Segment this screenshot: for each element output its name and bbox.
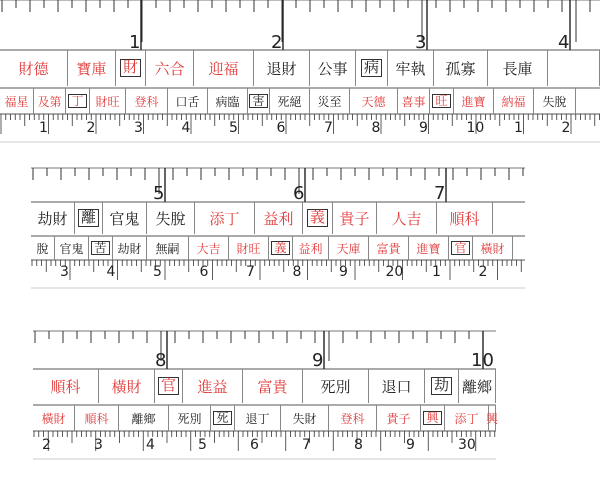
bottom-number: 6 [250, 437, 259, 453]
mid-cell-label: 福星 [4, 94, 29, 109]
mid-cell-label: 添丁 [454, 411, 479, 426]
top-cell-label: 人吉 [391, 209, 422, 228]
top-cell-label: 貴子 [339, 209, 370, 228]
mid-cell-label: 脫 [36, 241, 49, 256]
major-mark-label: 10 [471, 350, 494, 371]
mid-cell [169, 405, 211, 431]
bottom-number: 9 [339, 264, 348, 280]
top-cell-label: 退財 [266, 59, 297, 78]
top-cell [155, 369, 183, 403]
mid-cell-label: 官鬼 [59, 241, 84, 256]
top-cell-label: 六合 [154, 59, 185, 78]
ruler-strip-1 [0, 0, 600, 142]
mid-cell [147, 236, 189, 260]
mid-cell-label: 丁 [68, 94, 86, 109]
mid-cell-label: 財旺 [236, 241, 261, 256]
top-cell-label: 順科 [449, 209, 480, 228]
mid-cell-label: 失財 [292, 411, 317, 426]
mid-cell [269, 236, 293, 260]
mid-cell-label: 興 [486, 411, 499, 426]
top-cell-label: 官鬼 [109, 209, 140, 228]
top-cell [99, 369, 155, 403]
top-cell [31, 202, 75, 234]
mid-cell-label: 興 [423, 411, 441, 426]
mid-cell-label: 登科 [134, 94, 159, 109]
top-cell [425, 369, 459, 403]
bottom-number: 9 [406, 437, 415, 453]
bottom-number: 20 [385, 264, 404, 280]
top-cell [310, 50, 356, 86]
top-cell-label: 孤寡 [445, 59, 476, 78]
top-cell [254, 50, 310, 86]
mid-cell [55, 236, 89, 260]
mid-cell [534, 88, 576, 114]
bottom-number: 2 [86, 120, 96, 136]
mid-cell [0, 88, 34, 114]
top-cell [243, 369, 303, 403]
mid-cell-label: 口舌 [175, 94, 200, 109]
bottom-number: 10 [466, 120, 485, 136]
mid-row-3 [33, 405, 499, 431]
mid-cell [449, 236, 473, 260]
mid-cell [229, 236, 269, 260]
bottom-number: 5 [229, 120, 238, 136]
top-cell-label: 迎福 [208, 59, 239, 78]
bottom-number: 2 [42, 437, 51, 453]
top-cell-label: 寶庫 [76, 59, 107, 78]
mid-cell [430, 88, 454, 114]
mid-cell [421, 405, 445, 431]
top-cell [369, 369, 425, 403]
major-mark-label: 1 [129, 32, 141, 53]
mid-cell-label: 旺 [432, 94, 450, 109]
top-cell [303, 202, 333, 234]
top-cell-label: 病 [361, 59, 382, 77]
bottom-number: 2 [561, 120, 571, 136]
bottom-number: 1 [432, 264, 441, 280]
mid-cell-label: 大吉 [196, 241, 221, 256]
top-cell-label: 財 [120, 59, 141, 77]
mid-cell-label: 災至 [317, 94, 342, 109]
mid-cell-label: 納福 [501, 94, 526, 109]
top-cell [116, 50, 146, 86]
mid-cell [119, 405, 169, 431]
top-cell-label: 失脫 [155, 209, 186, 228]
mid-row-1 [0, 88, 600, 114]
top-cell [183, 369, 243, 403]
top-cell [377, 202, 437, 234]
mid-cell [281, 405, 329, 431]
mid-cell-label: 苦 [91, 241, 109, 256]
mid-cell [34, 88, 66, 114]
top-cell-label: 牢執 [395, 59, 426, 78]
bottom-number: 3 [134, 120, 143, 136]
mid-cell [248, 88, 270, 114]
top-cell-label: 橫財 [111, 377, 142, 396]
major-mark-label: 4 [558, 32, 570, 53]
top-cell [68, 50, 116, 86]
mid-cell [208, 88, 248, 114]
top-cell-label: 義 [307, 209, 328, 227]
mid-cell [75, 405, 119, 431]
mid-cell [66, 88, 90, 114]
bottom-number: 1 [39, 120, 48, 136]
top-cell [488, 50, 548, 86]
top-cell [0, 50, 68, 86]
mid-cell [90, 88, 126, 114]
bottom-number: 4 [146, 437, 155, 453]
top-cell-label: 公事 [317, 59, 348, 78]
mid-cell-label: 死絕 [277, 94, 302, 109]
mid-cell-label: 橫財 [41, 411, 66, 426]
mid-cell [310, 88, 350, 114]
mid-cell [369, 236, 409, 260]
mid-cell [486, 405, 499, 431]
top-cell-label: 官 [158, 377, 179, 395]
top-cell [388, 50, 434, 86]
top-cell-label: 進益 [197, 377, 228, 396]
top-cell-label: 長庫 [502, 59, 533, 78]
mid-cell-label: 及第 [37, 94, 62, 109]
top-cell-label: 劫 [431, 377, 452, 395]
mid-cell [329, 236, 369, 260]
mid-cell [293, 236, 329, 260]
mid-cell [113, 236, 147, 260]
top-cell-label: 退口 [381, 377, 412, 396]
top-cell-label: 順科 [50, 377, 81, 396]
mid-row-2 [31, 236, 525, 260]
mid-cell-label: 退丁 [245, 411, 270, 426]
mid-cell [189, 236, 229, 260]
top-cell [33, 369, 99, 403]
mid-cell-label: 喜事 [401, 94, 426, 109]
mid-cell [445, 405, 489, 431]
top-cell [333, 202, 377, 234]
mid-cell [168, 88, 208, 114]
mid-cell-label: 失脫 [542, 94, 567, 109]
top-row-1 [0, 50, 600, 86]
bottom-number: 7 [302, 437, 311, 453]
major-mark-label: 8 [155, 350, 167, 371]
top-cell [255, 202, 303, 234]
bottom-number: 2 [478, 264, 488, 280]
major-mark-label: 3 [415, 32, 427, 53]
mid-cell-label: 天德 [361, 94, 386, 109]
top-cell [356, 50, 388, 86]
mid-cell-label: 死別 [177, 411, 202, 426]
mid-cell [454, 88, 494, 114]
mid-cell-label: 貴子 [386, 411, 411, 426]
top-cell [146, 50, 194, 86]
mid-cell-label: 死 [213, 411, 231, 426]
major-mark-label: 6 [293, 183, 305, 204]
mid-cell-label: 順科 [84, 411, 109, 426]
mid-cell [377, 405, 421, 431]
mid-cell-label: 登科 [340, 411, 365, 426]
top-cell [434, 50, 488, 86]
mid-cell-label: 官 [451, 241, 469, 256]
mid-cell-label: 財旺 [95, 94, 120, 109]
top-cell [548, 50, 600, 86]
mid-cell-label: 益利 [298, 241, 323, 256]
top-cell-label: 離 [78, 209, 99, 227]
bottom-number: 8 [354, 437, 363, 453]
top-cell [147, 202, 195, 234]
top-cell [103, 202, 147, 234]
top-cell-label: 離鄉 [461, 377, 492, 396]
bottom-number: 5 [198, 437, 207, 453]
mid-cell [473, 236, 513, 260]
mid-cell [89, 236, 113, 260]
mid-cell-label: 橫財 [480, 241, 505, 256]
mid-cell [126, 88, 168, 114]
bottom-number: 8 [371, 120, 381, 136]
bottom-number: 4 [106, 264, 116, 280]
mid-cell [494, 88, 534, 114]
bottom-number: 9 [419, 120, 428, 136]
bottom-number: 7 [324, 120, 333, 136]
mid-cell-label: 病臨 [215, 94, 240, 109]
bottom-number: 5 [153, 264, 162, 280]
mid-cell-label: 天庫 [336, 241, 361, 256]
mid-cell-label: 富貴 [376, 241, 401, 256]
bottom-number: 7 [246, 264, 255, 280]
bottom-number: 1 [514, 120, 523, 136]
top-row-2 [31, 202, 525, 234]
ruler-strip-3 [33, 331, 499, 471]
mid-cell [350, 88, 398, 114]
ruler-strip-2 [31, 168, 525, 294]
mid-cell-label: 離鄉 [131, 411, 156, 426]
bottom-number: 6 [199, 264, 209, 280]
mid-cell [329, 405, 377, 431]
bottom-number: 3 [60, 264, 69, 280]
major-mark-label: 9 [312, 350, 324, 371]
top-cell [459, 369, 496, 403]
mid-cell-label: 劫財 [117, 241, 142, 256]
bottom-number: 4 [181, 120, 191, 136]
bottom-number: 30 [458, 437, 476, 453]
top-cell-label: 富貴 [257, 377, 288, 396]
major-mark-label: 2 [271, 32, 283, 53]
bottom-number: 3 [94, 437, 103, 453]
top-row-3 [33, 369, 496, 403]
mid-cell [33, 405, 75, 431]
top-cell [195, 202, 255, 234]
mid-cell [31, 236, 55, 260]
top-cell-label: 劫財 [37, 209, 68, 228]
top-cell-label: 死別 [320, 377, 351, 396]
mid-cell-label: 進寶 [416, 241, 441, 256]
mid-cell [270, 88, 310, 114]
major-mark-label: 5 [153, 183, 165, 204]
top-cell-label: 財德 [18, 59, 49, 78]
bottom-number: 8 [292, 264, 302, 280]
mid-cell-label: 無嗣 [155, 241, 180, 256]
mid-cell-label: 進寶 [461, 94, 486, 109]
mid-cell [211, 405, 235, 431]
top-cell-label: 益利 [263, 209, 294, 228]
top-cell-label: 添丁 [209, 209, 240, 228]
mid-cell [235, 405, 281, 431]
mid-cell-label: 義 [271, 241, 289, 256]
top-cell [303, 369, 369, 403]
mid-cell [409, 236, 449, 260]
top-cell [437, 202, 493, 234]
mid-cell-label: 害 [249, 94, 267, 109]
top-cell [194, 50, 254, 86]
bottom-number: 6 [276, 120, 286, 136]
top-cell [75, 202, 103, 234]
major-mark-label: 7 [434, 183, 446, 204]
mid-cell [398, 88, 430, 114]
